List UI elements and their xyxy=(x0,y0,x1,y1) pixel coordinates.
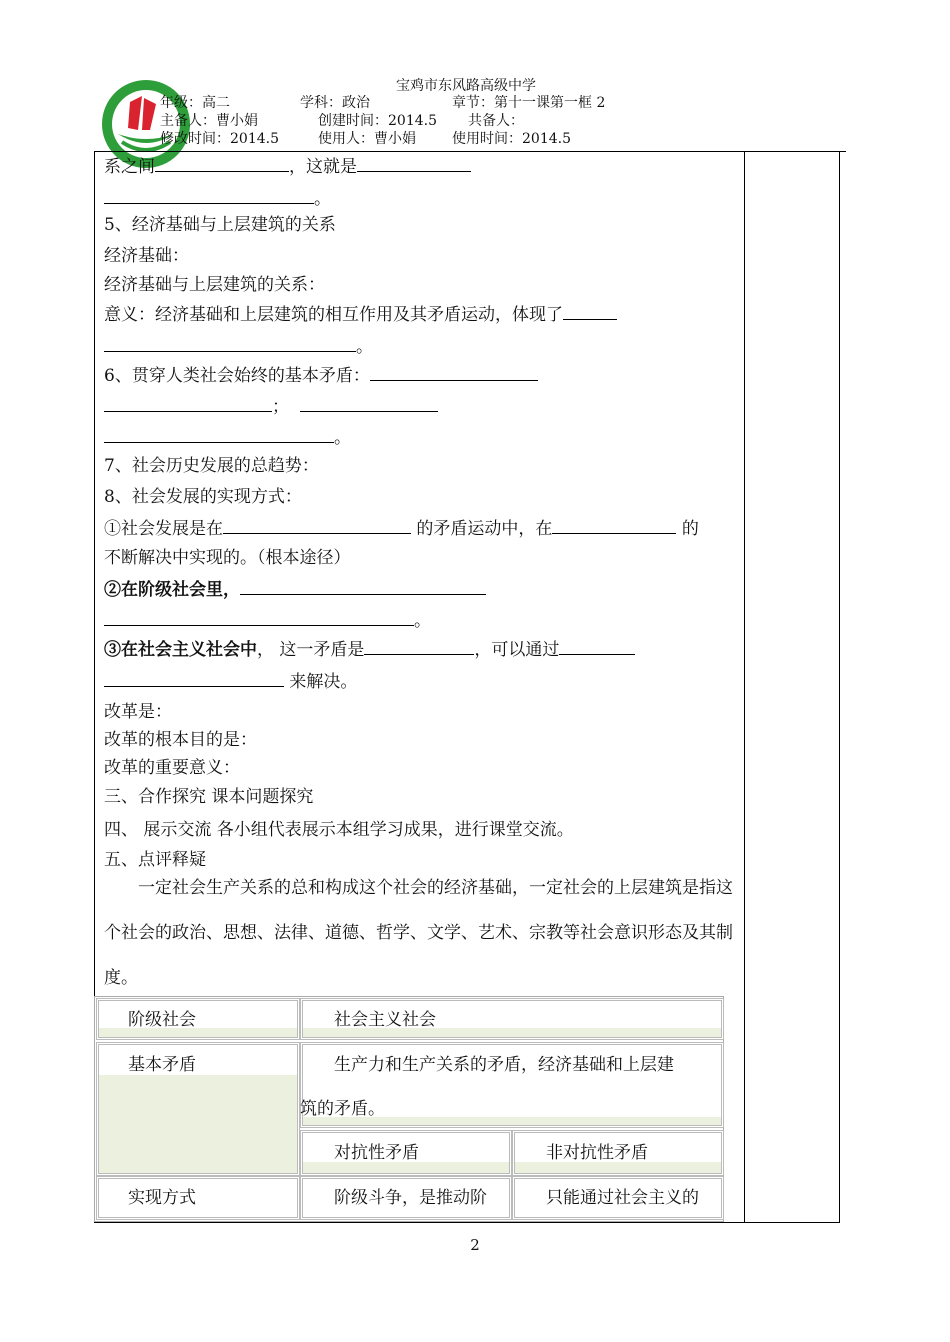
section-8-heading: 8、社会发展的实现方式： xyxy=(104,487,302,507)
grade-label: 年级：高二 xyxy=(160,95,230,111)
subject-label: 学科：政治 xyxy=(300,95,370,111)
part-3-heading: 三、合作探究 课本问题探究 xyxy=(104,787,314,807)
text-line xyxy=(104,395,438,418)
text-line xyxy=(104,364,538,387)
part-4-heading: 四、 展示交流 各小组代表展示本组学习成果，进行课堂交流。 xyxy=(104,820,574,840)
reform-goal-label: 改革的根本目的是： xyxy=(104,730,257,750)
text-line xyxy=(104,303,617,326)
text: 意义：经济基础和上层建筑的相互作用及其矛盾运动，体现了 xyxy=(104,305,563,325)
root-path-line: 不断解决中实现的。（根本途径） xyxy=(104,548,351,568)
text-line xyxy=(104,155,471,178)
fill-blank[interactable] xyxy=(155,155,289,172)
reform-definition-label: 改革是： xyxy=(104,702,172,722)
text: 。 xyxy=(314,189,331,209)
section-5-heading: 5、经济基础与上层建筑的关系 xyxy=(104,215,336,235)
paragraph-text: 一定社会生产关系的总和构成这个社会的经济基础，一定社会的上层建筑是指这个社会的政治、思想、法律、道德、哲学、文学、艺术、宗教等社会意识形态及其制度。 xyxy=(104,878,733,988)
text: ②在阶级社会里， xyxy=(104,580,240,600)
realization-socialist: 只能通过社会主义的 xyxy=(546,1188,699,1208)
user-label: 使用人：曹小娟 xyxy=(318,131,416,147)
text: 系之间 xyxy=(104,157,155,177)
header-socialist-society: 社会主义社会 xyxy=(334,1010,436,1030)
fill-blank[interactable] xyxy=(240,578,486,595)
text: 。 xyxy=(414,611,431,631)
text-line xyxy=(104,609,431,632)
part-5-heading: 五、点评释疑 xyxy=(104,850,206,870)
cell-shading xyxy=(303,1162,509,1173)
fill-blank[interactable] xyxy=(104,609,414,626)
fill-blank[interactable] xyxy=(104,187,314,204)
non-antagonistic-contradiction: 非对抗性矛盾 xyxy=(546,1143,648,1163)
section-7-heading: 7、社会历史发展的总趋势： xyxy=(104,456,319,476)
frame-border-right xyxy=(839,152,840,1222)
economic-base-label: 经济基础： xyxy=(104,246,189,266)
realization-class-struggle: 阶级斗争，是推动阶 xyxy=(334,1188,487,1208)
fill-blank[interactable] xyxy=(357,155,471,172)
header-class-society: 阶级社会 xyxy=(128,1010,196,1030)
text: 。 xyxy=(334,428,351,448)
text: ，可以通过 xyxy=(474,640,560,660)
page-number: 2 xyxy=(470,1236,480,1254)
created-time-label: 创建时间：2014.5 xyxy=(318,113,437,129)
text-line xyxy=(104,517,699,540)
school-name: 宝鸡市东风路高级中学 xyxy=(396,78,536,94)
text: ； xyxy=(272,397,289,417)
row-basic-contradiction-label: 基本矛盾 xyxy=(128,1055,196,1075)
text: 来解决。 xyxy=(289,672,358,692)
antagonistic-contradiction: 对抗性矛盾 xyxy=(334,1143,419,1163)
fill-blank[interactable] xyxy=(300,395,438,412)
modified-time-label: 修改时间：2014.5 xyxy=(160,131,279,147)
fill-blank[interactable] xyxy=(104,395,272,412)
used-time-label: 使用时间：2014.5 xyxy=(452,131,571,147)
fill-blank[interactable] xyxy=(104,335,356,352)
text: 的 xyxy=(681,519,699,539)
section-6-heading: 6、贯穿人类社会始终的基本矛盾： xyxy=(104,366,370,386)
fill-blank[interactable] xyxy=(563,303,617,320)
header-rule xyxy=(94,151,846,152)
text: ， 这一矛盾是 xyxy=(257,640,365,660)
frame-border-middle xyxy=(744,152,745,1222)
fill-blank[interactable] xyxy=(104,426,334,443)
text: ①社会发展是在 xyxy=(104,519,223,539)
text: ，这就是 xyxy=(289,157,357,177)
text: ③在社会主义社会中 xyxy=(104,640,257,660)
cell-shading xyxy=(99,1075,297,1173)
basic-contradiction-text-line2: 筑的矛盾。 xyxy=(300,1099,385,1119)
text-line xyxy=(104,426,351,449)
text: 的矛盾运动中，在 xyxy=(416,519,553,539)
text: 。 xyxy=(356,337,373,357)
frame-border-bottom xyxy=(94,1222,840,1223)
text-line xyxy=(104,670,357,693)
chapter-label: 章节：第十一课第一框 2 xyxy=(452,95,606,111)
co-preparer-label: 共备人： xyxy=(468,113,524,129)
fill-blank[interactable] xyxy=(104,670,284,687)
table-cell xyxy=(96,1176,300,1220)
basic-contradiction-text-line1: 生产力和生产关系的矛盾，经济基础和上层建 xyxy=(334,1055,674,1075)
fill-blank[interactable] xyxy=(364,638,474,655)
text-line xyxy=(104,638,635,661)
text-line xyxy=(104,187,331,210)
fill-blank[interactable] xyxy=(223,517,411,534)
cell-shading xyxy=(515,1162,721,1173)
main-preparer-label: 主备人：曹小娟 xyxy=(160,113,258,129)
relation-label: 经济基础与上层建筑的关系： xyxy=(104,275,325,295)
text-line xyxy=(104,335,373,358)
fill-blank[interactable] xyxy=(370,364,538,381)
row-realization-label: 实现方式 xyxy=(128,1188,196,1208)
text-line xyxy=(104,578,486,601)
fill-blank[interactable] xyxy=(552,517,676,534)
reform-significance-label: 改革的重要意义： xyxy=(104,758,240,778)
explanation-paragraph xyxy=(104,866,738,1001)
fill-blank[interactable] xyxy=(559,638,635,655)
